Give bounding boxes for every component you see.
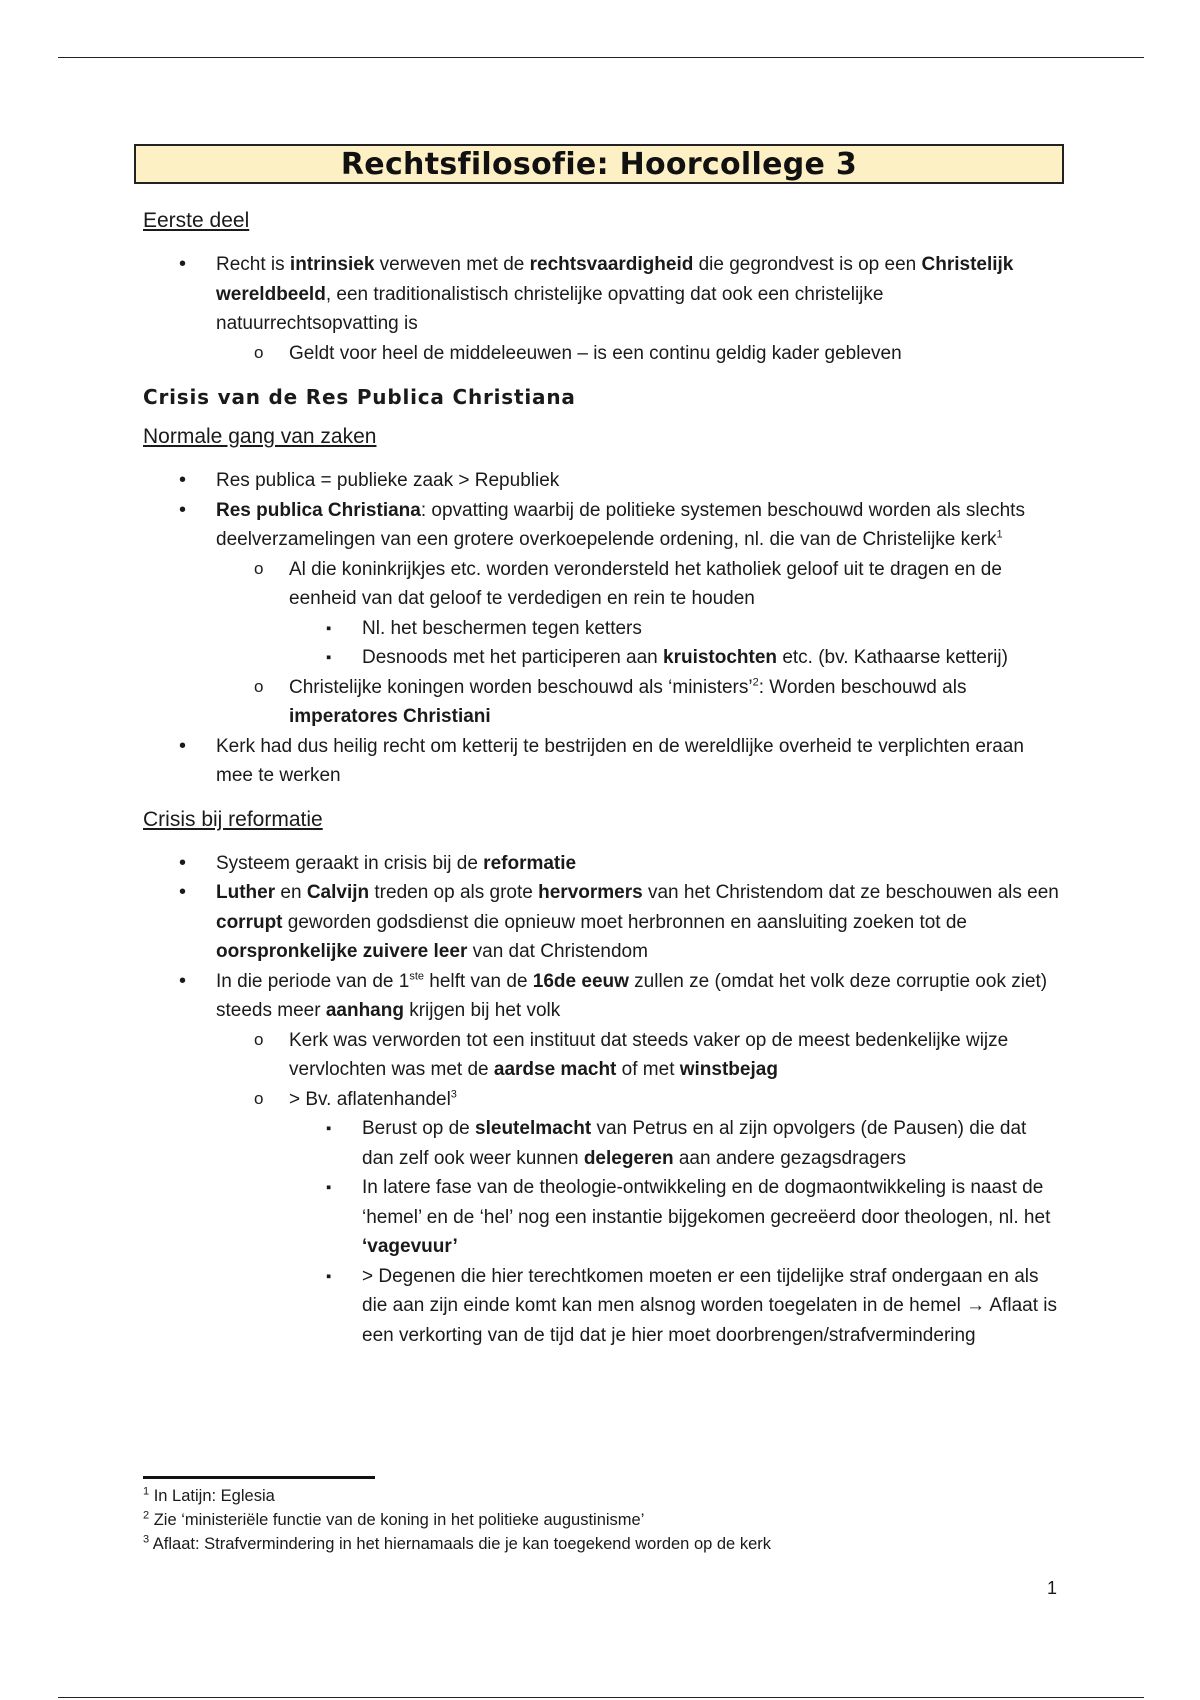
page-title: Rechtsfilosofie: Hoorcollege 3 [340, 146, 858, 182]
list-item: • In die periode van de 1ste helft van de 16de eeuw zullen ze (omdat het volk deze corruptie ook ziet) steeds meer aanhang krijgen bij het volk o Kerk was verworden tot een instituut dat steeds vaker op de meest bedenkelijke wijze vervlochten was met de aardse macht of met winstbejag o > Bv. aflatenhandel$^3$ ▪ Berust op de sleutelmacht van Petrus en al zijn opvolgers (de Pausen) die dat dan zelf ook weer kunnen delegeren aan andere gezagsdragers ▪ In latere fase van de theologie-ontwikkeling en de dogmaontwikkeling is naast de ‘hemel’ en de ‘hel’ nog een instantie bijgekomen gecreëerd door theologen, nl. het ‘vagevuur’ ▪ > Degenen die hier terechtkomen moeten er een tijdelijke straf ondergaan en als die aan zijn einde komt kan men alsnog worden toegelaten in de hemel → Aflaat is een verkorting van de tijd dat je hier moet doorbrengen/strafvermindering [216, 967, 1063, 1351]
list-item: • Luther en Calvijn treden op als grote hervormers van het Christendom dat ze beschouwen als een corrupt geworden godsdienst die opnieuw moet herbronnen en aansluiting zoeken tot de oorspronkelijke zuivere leer van dat Christendom [216, 878, 1063, 967]
list-item: • Kerk had dus heilig recht om ketterij te bestrijden en de wereldlijke overheid te verplichten eraan mee te werken [216, 732, 1063, 791]
list-item: ▪ > Degenen die hier terechtkomen moeten er een tijdelijke straf ondergaan en als die aan zijn einde komt kan men alsnog worden toegelaten in de hemel → Aflaat is een verkorting van de tijd dat je hier moet doorbrengen/strafvermindering [362, 1262, 1063, 1351]
footer-rule [58, 1697, 1144, 1698]
footnote: $^2$ Zie ‘ministeriële functie van de koning in het politieke augustinisme’ [143, 1509, 645, 1529]
footnote: $^3$ Aflaat: Strafvermindering in het hiernamaals die je kan toegekend worden op de kerk [143, 1533, 771, 1553]
list-item: • Res publica Christiana: opvatting waarbij de politieke systemen beschouwd worden als slechts deelverzamelingen van een grotere overkoepelende ordening, nl. die van de Christelijke kerk$^1$ o Al die koninkrijkjes etc. worden verondersteld het katholiek geloof uit te dragen en de eenheid van dat geloof te verdedigen en rein te houden ▪ Nl. het beschermen tegen ketters ▪ Desnoods met het participeren aan kruistochten etc. (bv. Kathaarse ketterij) o Christelijke koningen worden beschouwd als ‘ministers’$^2$: Worden beschouwd als imperatores Christiani [216, 496, 1063, 732]
footnote-ref: 2 [752, 676, 759, 689]
header-rule [58, 57, 1144, 58]
title-box [134, 144, 1064, 184]
heading-crisis: Crisis van de Res Publica Christiana [143, 385, 576, 409]
footnote-ref: 3 [450, 1088, 457, 1101]
footnote: $^1$ In Latijn: Eglesia [143, 1485, 275, 1505]
list-item: ▪ Desnoods met het participeren aan kruistochten etc. (bv. Kathaarse ketterij) [362, 643, 1063, 673]
list-eerste-deel [216, 250, 1063, 368]
heading-eerste-deel: Eerste deel [143, 209, 250, 232]
list-item: o Geldt voor heel de middeleeuwen – is een continu geldig kader gebleven [289, 339, 1063, 369]
list-item: • Systeem geraakt in crisis bij de reformatie [216, 849, 1063, 879]
list-item: ▪ Berust op de sleutelmacht van Petrus en al zijn opvolgers (de Pausen) die dat dan zelf ook weer kunnen delegeren aan andere gezagsdragers [362, 1114, 1063, 1173]
list-item: • Res publica = publieke zaak > Republiek [216, 466, 1063, 496]
list-item: o Kerk was verworden tot een instituut dat steeds vaker op de meest bedenkelijke wijze vervlochten was met de aardse macht of met winstbejag [289, 1026, 1063, 1085]
list-item: o > Bv. aflatenhandel$^3$ ▪ Berust op de sleutelmacht van Petrus en al zijn opvolgers (de Pausen) die dat dan zelf ook weer kunnen delegeren aan andere gezagsdragers ▪ In latere fase van de theologie-ontwikkeling en de dogmaontwikkeling is naast de ‘hemel’ en de ‘hel’ nog een instantie bijgekomen gecreëerd door theologen, nl. het ‘vagevuur’ ▪ > Degenen die hier terechtkomen moeten er een tijdelijke straf ondergaan en als die aan zijn einde komt kan men alsnog worden toegelaten in de hemel → Aflaat is een verkorting van de tijd dat je hier moet doorbrengen/strafvermindering [289, 1085, 1063, 1351]
footnotes [143, 1484, 771, 1556]
list-item: ▪ In latere fase van de theologie-ontwikkeling en de dogmaontwikkeling is naast de ‘hemel’ en de ‘hel’ nog een instantie bijgekomen gecreëerd door theologen, nl. het ‘vagevuur’ [362, 1173, 1063, 1262]
footnote-separator [143, 1476, 375, 1479]
list-item: o Al die koninkrijkjes etc. worden verondersteld het katholiek geloof uit te dragen en de eenheid van dat geloof te verdedigen en rein te houden ▪ Nl. het beschermen tegen ketters ▪ Desnoods met het participeren aan kruistochten etc. (bv. Kathaarse ketterij) [289, 555, 1063, 673]
heading-normale-gang: Normale gang van zaken [143, 425, 377, 448]
list-item: ▪ Nl. het beschermen tegen ketters [362, 614, 1063, 644]
list-normale-gang [216, 466, 1063, 791]
list-crisis-reformatie [216, 849, 1063, 1351]
document-body [143, 204, 1063, 1350]
list-item: o Christelijke koningen worden beschouwd als ‘ministers’$^2$: Worden beschouwd als imperatores Christiani [289, 673, 1063, 732]
page-number: 1 [1047, 1578, 1058, 1598]
footnote-ref: 1 [996, 528, 1003, 541]
list-item: • Recht is intrinsiek verweven met de rechtsvaardigheid die gegrondvest is op een Christelijk wereldbeeld, een traditionalistisch christelijke opvatting dat ook een christelijke natuurrechtsopvatting is o Geldt voor heel de middeleeuwen – is een continu geldig kader gebleven [216, 250, 1063, 368]
heading-crisis-reformatie: Crisis bij reformatie [143, 807, 323, 831]
